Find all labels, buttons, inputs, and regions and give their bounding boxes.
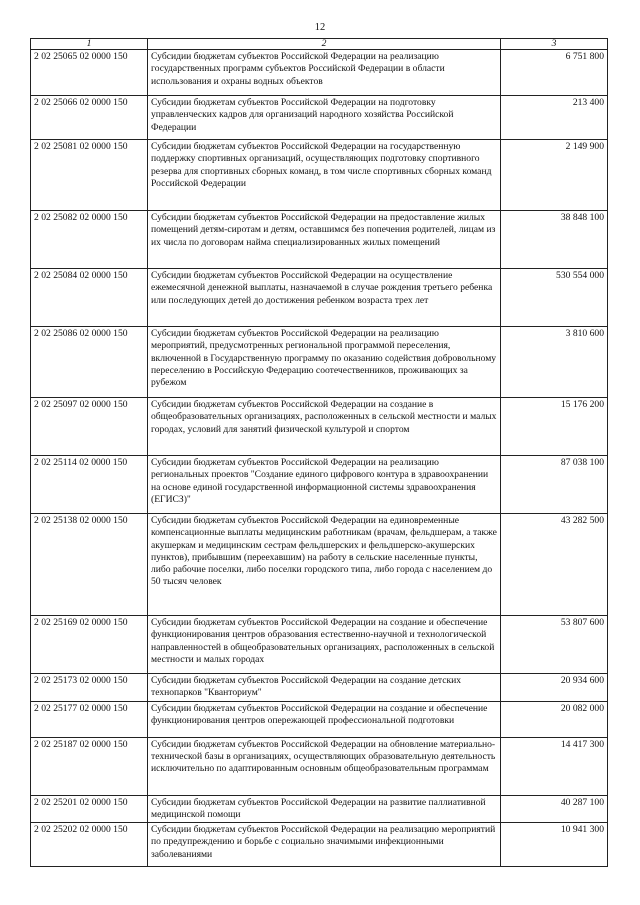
amount-cell: 530 554 000 — [501, 269, 608, 327]
description-cell: Субсидии бюджетам субъектов Российской Федерации на создание и обеспечение функционирования центров опережающей профессиональной подготовки — [148, 701, 501, 737]
table-row — [31, 456, 608, 514]
description-cell: Субсидии бюджетам субъектов Российской Федерации на подготовку управленческих кадров для организаций народного хозяйства Российской Федерации — [148, 96, 501, 140]
budget-code-cell: 2 02 25138 02 0000 150 — [31, 514, 148, 616]
budget-code-cell: 2 02 25201 02 0000 150 — [31, 795, 148, 823]
description-cell: Субсидии бюджетам субъектов Российской Федерации на создание детских технопарков "Кванториум" — [148, 674, 501, 702]
description-cell: Субсидии бюджетам субъектов Российской Федерации на обновление материально-технической базы в организациях, осуществляющих образовательную деятельность исключительно по адаптированным основным общеобразовательным программам — [148, 737, 501, 795]
budget-code-cell: 2 02 25173 02 0000 150 — [31, 674, 148, 702]
table-row — [31, 823, 608, 867]
amount-cell: 14 417 300 — [501, 737, 608, 795]
table-row — [31, 140, 608, 211]
amount-cell: 38 848 100 — [501, 211, 608, 269]
table-row — [31, 50, 608, 96]
description-cell: Субсидии бюджетам субъектов Российской Федерации на предоставление жилых помещений детям-сиротам и детям, оставшимся без попечения родителей, лицам из их числа по договорам найма специализированных жилых помещений — [148, 211, 501, 269]
description-cell: Субсидии бюджетам субъектов Российской Федерации на единовременные компенсационные выплаты медицинским работникам (врачам, фельдшерам, а также акушеркам и медицинским сестрам фельдшерских и фельдшерско-акушерских пунктов), прибывшим (переехавшим) на работу в сельские населенные пункты, либо рабочие поселки, либо поселки городского типа, либо города с населением до 50 тысяч человек — [148, 514, 501, 616]
budget-code-cell: 2 02 25202 02 0000 150 — [31, 823, 148, 867]
budget-code-cell: 2 02 25187 02 0000 150 — [31, 737, 148, 795]
table-row — [31, 398, 608, 456]
budget-code-cell: 2 02 25084 02 0000 150 — [31, 269, 148, 327]
description-cell: Субсидии бюджетам субъектов Российской Федерации на осуществление ежемесячной денежной выплаты, назначаемой в случае рождения третьего ребенка или последующих детей до достижения ребенком возраста трех лет — [148, 269, 501, 327]
amount-cell: 87 038 100 — [501, 456, 608, 514]
description-cell: Субсидии бюджетам субъектов Российской Федерации на создание и обеспечение функционирования центров образования естественно-научной и технологической направленностей в общеобразовательных организациях, расположенных в сельской местности и малых городах — [148, 616, 501, 674]
column-header-1: 1 — [31, 39, 148, 50]
budget-code-cell: 2 02 25114 02 0000 150 — [31, 456, 148, 514]
table-row — [31, 269, 608, 327]
table-row — [31, 616, 608, 674]
table-row — [31, 96, 608, 140]
description-cell: Субсидии бюджетам субъектов Российской Федерации на государственную поддержку спортивных организаций, осуществляющих подготовку спортивного резерва для спортивных сборных команд, в том числе спортивных сборных команд Российской Федерации — [148, 140, 501, 211]
budget-code-cell: 2 02 25082 02 0000 150 — [31, 211, 148, 269]
budget-code-cell: 2 02 25177 02 0000 150 — [31, 701, 148, 737]
table-row — [31, 514, 608, 616]
table-row — [31, 674, 608, 702]
budget-table — [30, 38, 608, 867]
amount-cell: 20 082 000 — [501, 701, 608, 737]
table-header-row — [31, 39, 608, 50]
description-cell: Субсидии бюджетам субъектов Российской Федерации на реализацию государственных программ субъектов Российской Федерации в области использования и охраны водных объектов — [148, 50, 501, 96]
amount-cell: 15 176 200 — [501, 398, 608, 456]
description-cell: Субсидии бюджетам субъектов Российской Федерации на реализацию мероприятий, предусмотренных региональной программой переселения, включенной в Государственную программу по оказанию содействия добровольному переселению в Российскую Федерацию соотечественников, проживающих за рубежом — [148, 327, 501, 398]
amount-cell: 3 810 600 — [501, 327, 608, 398]
description-cell: Субсидии бюджетам субъектов Российской Федерации на создание в общеобразовательных организациях, расположенных в сельской местности и малых городах, условий для занятий физической культурой и спортом — [148, 398, 501, 456]
page-number: 12 — [314, 22, 326, 33]
description-cell: Субсидии бюджетам субъектов Российской Федерации на развитие паллиативной медицинской помощи — [148, 795, 501, 823]
table-row — [31, 795, 608, 823]
column-header-3: 3 — [501, 39, 608, 50]
amount-cell: 10 941 300 — [501, 823, 608, 867]
amount-cell: 43 282 500 — [501, 514, 608, 616]
budget-code-cell: 2 02 25081 02 0000 150 — [31, 140, 148, 211]
description-cell: Субсидии бюджетам субъектов Российской Федерации на реализацию мероприятий по предупреждению и борьбе с социально значимыми инфекционными заболеваниями — [148, 823, 501, 867]
table-row — [31, 327, 608, 398]
budget-code-cell: 2 02 25065 02 0000 150 — [31, 50, 148, 96]
table-row — [31, 701, 608, 737]
column-header-2: 2 — [148, 39, 501, 50]
amount-cell: 213 400 — [501, 96, 608, 140]
amount-cell: 40 287 100 — [501, 795, 608, 823]
amount-cell: 6 751 800 — [501, 50, 608, 96]
budget-code-cell: 2 02 25097 02 0000 150 — [31, 398, 148, 456]
budget-code-cell: 2 02 25086 02 0000 150 — [31, 327, 148, 398]
amount-cell: 53 807 600 — [501, 616, 608, 674]
table-row — [31, 211, 608, 269]
amount-cell: 2 149 900 — [501, 140, 608, 211]
budget-code-cell: 2 02 25169 02 0000 150 — [31, 616, 148, 674]
amount-cell: 20 934 600 — [501, 674, 608, 702]
table-row — [31, 737, 608, 795]
description-cell: Субсидии бюджетам субъектов Российской Федерации на реализацию региональных проектов "Создание единого цифрового контура в здравоохранении на основе единой государственной информационной системы здравоохранения (ЕГИСЗ)" — [148, 456, 501, 514]
budget-code-cell: 2 02 25066 02 0000 150 — [31, 96, 148, 140]
